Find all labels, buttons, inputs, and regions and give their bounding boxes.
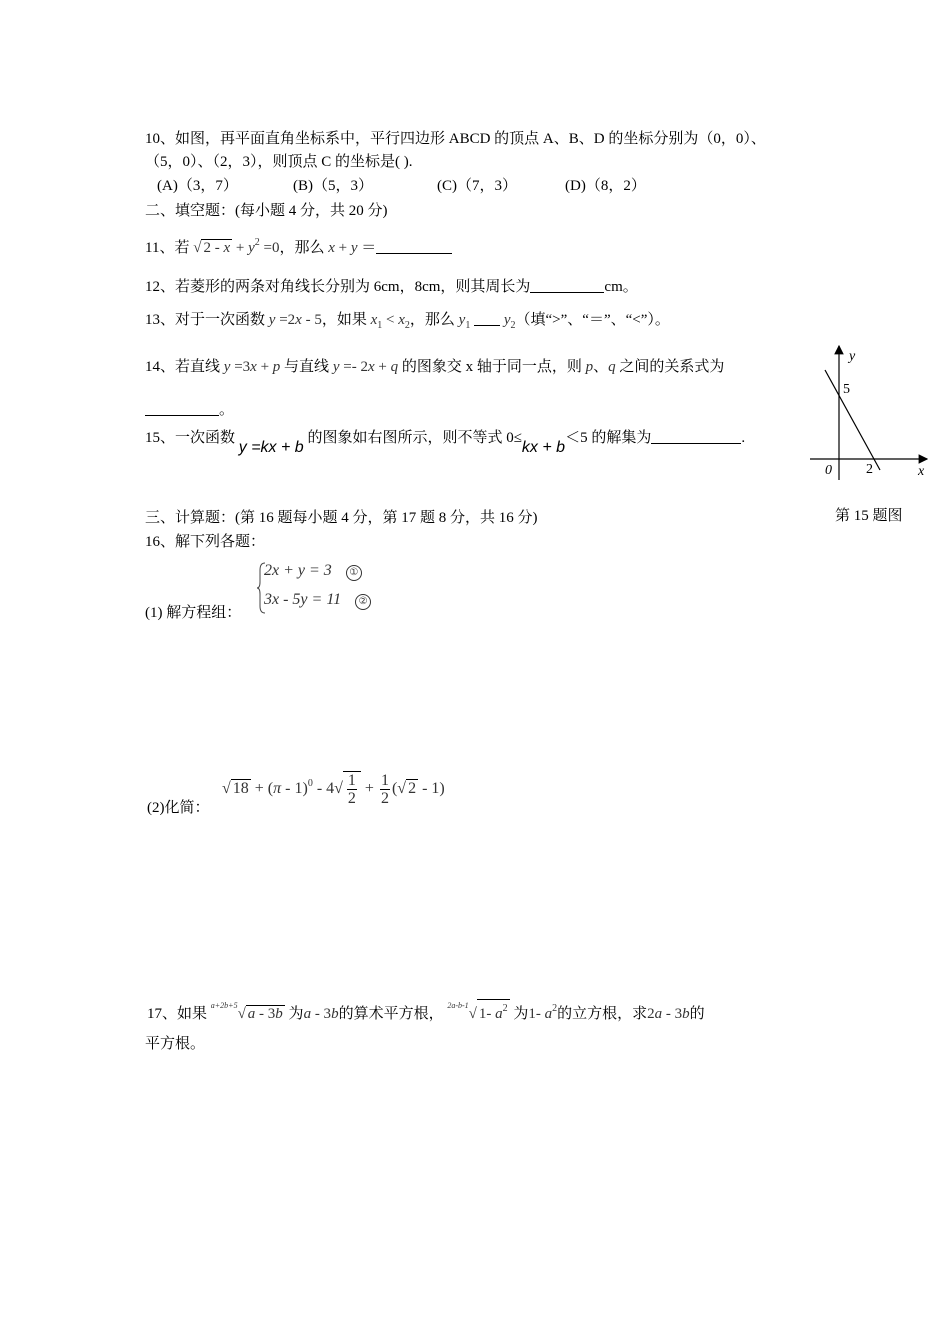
- q15-mid: 的图象如右图所示，则不等式 0≤: [307, 430, 522, 446]
- q10-option-d: (D)（8，2）: [565, 178, 646, 194]
- q14-line: [145, 357, 724, 377]
- q10-line1: 10、如图，再平面直角坐标系中，平行四边形 ABCD 的顶点 A、B、D 的坐标分别为（0，0）、: [145, 131, 766, 147]
- q17-expr1: a - 3b: [303, 1006, 339, 1022]
- q17-line1: [147, 996, 705, 1024]
- q16-eq1: 2x + y = 3: [264, 562, 332, 579]
- q16-part2-label: (2)化简：: [147, 800, 210, 816]
- q15-mid2: ＜5 的解集为: [565, 430, 652, 446]
- q13-prefix: 13、对于一次函数: [145, 312, 266, 328]
- q14-line1-eq: y =3x + p: [223, 359, 281, 375]
- q17-mid4: 的立方根，求: [557, 1006, 648, 1022]
- q13-function: y =2x - 5: [268, 312, 322, 328]
- q16-title: 16、解下列各题：: [145, 534, 266, 550]
- x-axis-label: x: [918, 464, 925, 479]
- q17-line2: 平方根。: [145, 1036, 206, 1052]
- q11-eq: ＝: [361, 240, 377, 256]
- q14-sep: 、: [593, 359, 609, 375]
- q12-line: [145, 277, 638, 297]
- q17-expr2: 1- $a^2$: [528, 1003, 558, 1022]
- x-intercept-label: 2: [866, 462, 873, 477]
- q11-formula: √ $2 - x + y^2 =0$: [193, 237, 280, 256]
- q14-line2-eq: y =- 2x + q: [332, 359, 399, 375]
- q16-mark2: ②: [355, 594, 371, 610]
- function-line: [825, 370, 880, 470]
- q16-part2-expression: √ 18 + (π - 1)$^0$ - 4√ $\frac{1}{2}$ + $\frac{1}{2}$ (√ 2 - 1): [222, 771, 445, 807]
- section2-heading: 二、填空题：(每小题 4 分，共 20 分): [145, 203, 388, 219]
- q11-prefix: 11、若: [145, 240, 190, 256]
- q16-eq1-row: [264, 561, 362, 581]
- section3-heading: 三、计算题：(第 16 题每小题 4 分，第 17 题 8 分，共 16 分): [145, 510, 538, 526]
- origin-label: 0: [825, 463, 832, 478]
- q10-option-a: (A)（3，7）: [157, 178, 238, 194]
- q17-mid2: 的算术平方根，: [338, 1006, 444, 1022]
- q17-root2: $^{2a-b-1}$√ 1- $a^2$: [447, 1001, 508, 1022]
- q15-end: .: [741, 430, 746, 446]
- q16-mark1: ①: [346, 565, 362, 581]
- q11-line: [145, 233, 452, 258]
- q13-answer-blank[interactable]: [474, 317, 500, 326]
- q17-root1: $^{a+2b+5}$√ a - 3b: [210, 1001, 283, 1022]
- q12-text: 12、若菱形的两条对角线长分别为 6cm，8cm，则其周长为: [145, 279, 531, 295]
- q14-answer-line: [145, 400, 234, 420]
- q14-end: 。: [219, 402, 235, 418]
- q14-q: q: [608, 359, 616, 375]
- q10-option-c: (C)（7，3）: [437, 178, 517, 194]
- y-axis-label: y: [849, 349, 856, 364]
- q14-answer-blank[interactable]: [145, 401, 219, 416]
- q14-p: p: [585, 359, 594, 375]
- q16-part1-label: (1) 解方程组：: [145, 605, 242, 621]
- q12-answer-blank[interactable]: [530, 278, 604, 293]
- q11-sum: x + y: [328, 240, 358, 256]
- y-intercept-label: 5: [843, 382, 850, 397]
- q15-answer-blank[interactable]: [651, 429, 741, 444]
- q17-mid3: 为: [513, 1006, 529, 1022]
- q13-mid1: ，如果: [321, 312, 367, 328]
- q16-eq2: 3x - 5y = 11: [264, 591, 342, 608]
- q15-graph: [805, 340, 935, 485]
- q13-line: [145, 310, 670, 336]
- q13-mid2: ，那么: [409, 312, 455, 328]
- q17-mid1: 为: [288, 1006, 304, 1022]
- q12-unit: cm。: [604, 279, 638, 295]
- q16-eq2-row: [264, 590, 371, 610]
- q10-option-b: (B)（5，3）: [293, 178, 373, 194]
- q13-suffix: （填“>”、“＝”、“<”）。: [515, 312, 670, 328]
- q13-condition: $x_1 < x_2$: [370, 312, 410, 331]
- q15-prefix: 15、一次函数: [145, 430, 236, 446]
- q11-answer-blank[interactable]: [376, 239, 452, 254]
- q15-line: [145, 428, 746, 456]
- q14-suffix: 之间的关系式为: [619, 359, 725, 375]
- q17-expr3: 2a - 3b: [647, 1006, 690, 1022]
- q10-line2: （5，0）、（2，3），则顶点 C 的坐标是( ).: [145, 154, 413, 170]
- q14-mid1: 与直线: [284, 359, 330, 375]
- q14-mid2: 的图象交 x 轴于同一点，则: [401, 359, 582, 375]
- q15-expr: kx + b: [521, 439, 566, 456]
- figure-caption: 第 15 题图: [835, 508, 903, 524]
- q17-prefix: 17、如果: [147, 1006, 208, 1022]
- q15-function: y =kx + b: [238, 439, 304, 456]
- q13-compare: $y_1$ $y_2$: [458, 312, 516, 331]
- q17-mid5: 的: [689, 1006, 705, 1022]
- q11-mid: ，那么: [279, 240, 325, 256]
- q14-prefix: 14、若直线: [145, 359, 221, 375]
